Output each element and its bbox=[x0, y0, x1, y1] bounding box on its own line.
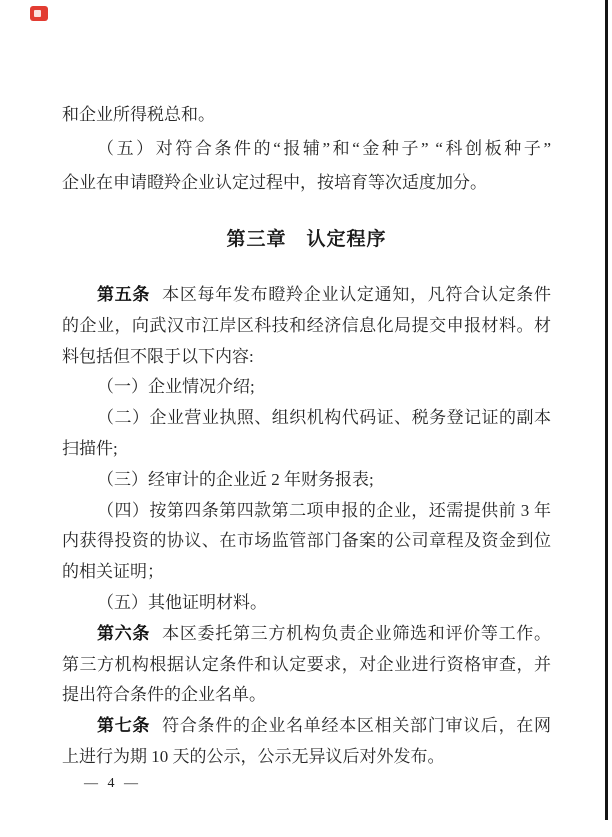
text-line: 的相关证明； bbox=[62, 562, 164, 582]
text-run: 本区委托第三方机构负责企业筛选和评价等工作。 bbox=[162, 623, 551, 643]
article-label: 第六条 bbox=[97, 623, 151, 643]
text-line: 和企业所得税总和。 bbox=[62, 105, 215, 124]
text-line: （三）经审计的企业近 2 年财务报表; bbox=[97, 469, 374, 489]
text-line: （五）其他证明材料。 bbox=[97, 592, 267, 612]
text-line bbox=[62, 280, 551, 311]
text-line: 扫描件; bbox=[62, 438, 118, 458]
text-line: 料包括但不限于以下内容: bbox=[62, 346, 254, 366]
article-label: 第五条 bbox=[97, 285, 151, 304]
page-number: — 4 — bbox=[84, 776, 141, 791]
text-line: 企业在申请瞪羚企业认定过程中，按培育等次适度加分。 bbox=[62, 173, 487, 192]
text-line: 内获得投资的协议、在市场监管部门备案的公司章程及资金到位 bbox=[62, 531, 551, 551]
text-line: 的企业，向武汉市江岸区科技和经济信息化局提交申报材料。材 bbox=[62, 315, 551, 335]
text-line bbox=[62, 619, 551, 650]
text-line: 提出符合条件的企业名单。 bbox=[62, 685, 266, 705]
red-stamp-mark-inner bbox=[34, 10, 41, 17]
text-line: （四）按第四条第四款第二项申报的企业，还需提供前 3 年 bbox=[97, 500, 551, 520]
article-label: 第七条 bbox=[97, 716, 151, 736]
text-line: 上进行为期 10 天的公示，公示无异议后对外发布。 bbox=[62, 746, 445, 766]
text-line bbox=[62, 711, 551, 742]
text-run: 符合条件的企业名单经本区相关部门审议后，在网 bbox=[162, 716, 551, 736]
body-text bbox=[62, 280, 551, 773]
intro-paragraph bbox=[62, 98, 551, 200]
text-run: 本区每年发布瞪羚企业认定通知，凡符合认定条件 bbox=[162, 285, 551, 304]
text-line: 第三方机构根据认定条件和认定要求，对企业进行资格审查，并 bbox=[62, 654, 551, 674]
text-line: （二）企业营业执照、组织机构代码证、税务登记证的副本 bbox=[97, 408, 551, 428]
scan-edge-line bbox=[605, 0, 608, 820]
red-stamp-mark bbox=[30, 6, 48, 21]
text-line: （一）企业情况介绍; bbox=[97, 377, 255, 397]
chapter-heading: 第三章 认定程序 bbox=[226, 229, 387, 250]
text-line: （五）对符合条件的“报辅”和“金种子” “科创板种子” bbox=[97, 139, 551, 158]
